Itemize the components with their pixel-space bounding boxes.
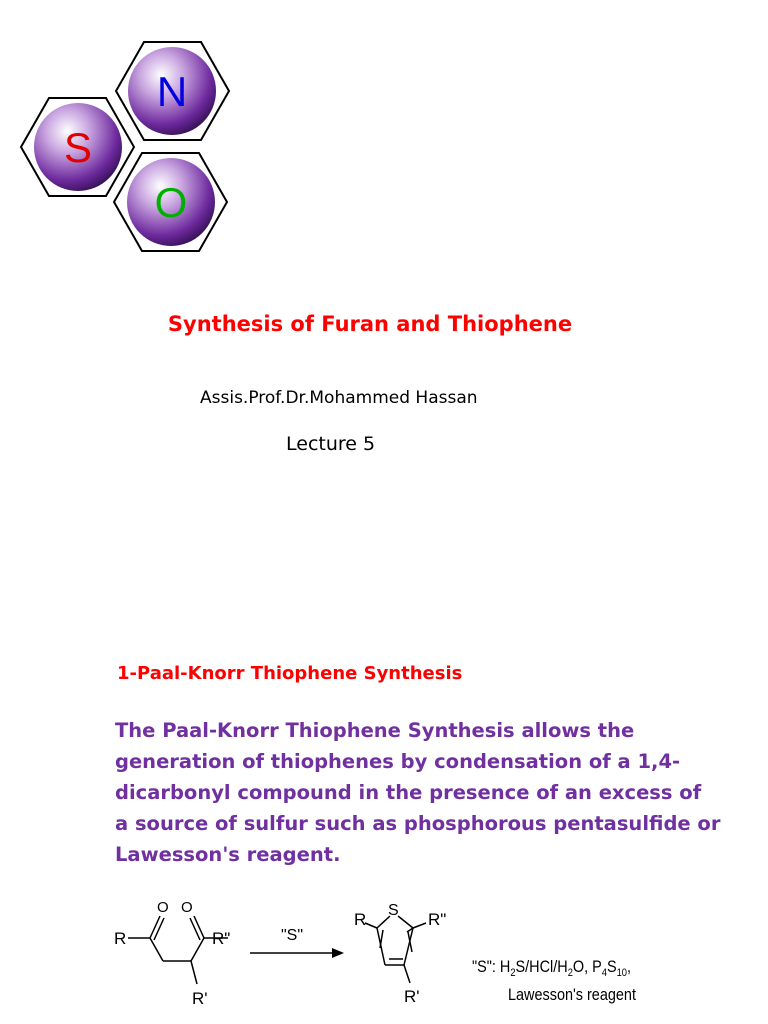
lecture-number: Lecture 5 [286,433,376,455]
reactant-r-left: R [114,929,127,948]
product-sulfur: S [388,902,399,919]
atom-label-o: O [154,179,188,226]
reactant-r-sub: R' [192,989,208,1008]
paragraph-line: The Paal-Knorr Thiophene Synthesis allows the [115,719,635,742]
paragraph-line: generation of thiophenes by condensation of a 1,4- [115,750,681,773]
product-r-right: R" [428,910,447,929]
paragraph-line: Lawesson's reagent. [115,843,341,866]
conditions-h: H [499,957,511,977]
reactant-oxygen-1: O [157,899,169,916]
conditions-s-hcl-h: S/HCl/H [515,957,568,977]
section-title: 1-Paal-Knorr Thiophene Synthesis [117,663,463,684]
paragraph-line: a source of sulfur such as phosphorous pentasulfide or [115,812,721,835]
conditions-s: S [606,957,617,977]
reagent-label: "S" [281,927,304,944]
reagent-conditions [472,958,631,979]
author-name: Assis.Prof.Dr.Mohammed Hassan [200,388,478,408]
paragraph-line: dicarbonyl compound in the presence of an excess of [115,781,702,804]
section-paragraph [115,715,755,870]
reagent-conditions-line2: Lawesson's reagent [508,985,636,1005]
reaction-arrow [250,948,344,958]
reactant-oxygen-2: O [181,899,193,916]
conditions-s-subscript: 10 [616,967,628,980]
logo-heterocycle-graphic [0,0,280,290]
product-r-left: R [354,910,367,929]
product-r-sub: R' [404,987,420,1006]
conditions-p-subscript: 4 [601,967,607,980]
reactant-r-right: R" [212,929,231,948]
reaction-scheme [100,888,700,1018]
atom-label-s: S [63,124,93,171]
conditions-o-subscript: 2 [567,967,573,980]
atom-label-n: N [156,68,188,115]
conditions-h-subscript: 2 [510,967,516,980]
conditions-comma: , [627,957,632,977]
product-structure [365,916,426,983]
page-title: Synthesis of Furan and Thiophene [167,312,573,336]
conditions-label: "S": [472,957,500,977]
reactant-structure [128,916,231,984]
conditions-o-p: O, P [572,957,602,977]
